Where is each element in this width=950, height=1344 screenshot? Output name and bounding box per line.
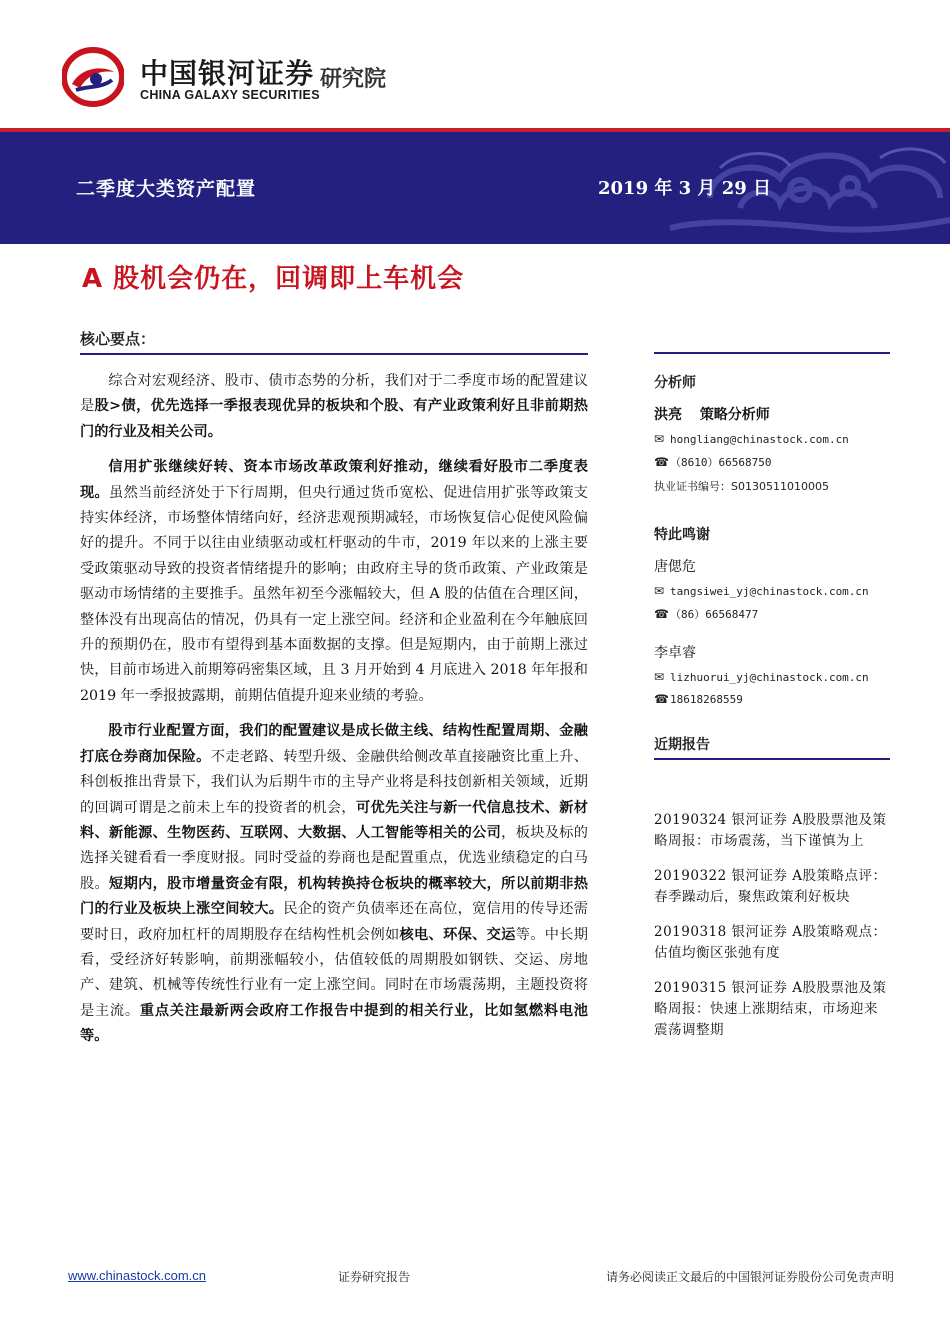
disclaimer-note: 请务必阅读正文最后的中国银河证券股份公司免责声明: [605, 1270, 894, 1284]
thanks-email-line-1: [654, 670, 890, 684]
core-paragraph: [80, 455, 588, 709]
bold-text: 可优先关注与新一代信息技术、新材料、新能源、生物医药、互联网、大数据、人工智能等相关的公司: [80, 799, 588, 841]
thanks-phone-1: 18618268559: [670, 692, 743, 706]
logo-chinese-name: 中国银河证券: [140, 57, 315, 90]
analyst-heading: 分析师: [654, 375, 696, 391]
thanks-heading: 特此鸣谢: [654, 527, 710, 543]
core-points-section: [80, 328, 588, 1060]
bold-text: 核电、环保、交运: [399, 926, 516, 943]
report-item[interactable]: 20190315 银河证券 A股股票池及策略周报：快速上涨期结束，市场迎来震荡调整期: [654, 980, 887, 1038]
thanks-phone-0: （86）66568477: [670, 608, 759, 621]
website-link[interactable]: www.chinastock.com.cn: [68, 1268, 206, 1283]
recent-reports-heading: 近期报告: [654, 734, 890, 760]
thanks-email-1[interactable]: lizhuorui_yj@chinastock.com.cn: [670, 670, 869, 684]
sidebar: [654, 352, 890, 1041]
footer-label: 证券研究报告: [338, 1270, 411, 1284]
thanks-name-0: 唐偲危: [654, 559, 696, 575]
phone-icon: ☎: [654, 692, 669, 706]
body-text: ，板块及标的选择关键看看一季度财报。同时受益的券商也是配置重点，优选业绩稳定的白马股。: [80, 824, 588, 892]
institute-label: 研究院: [320, 67, 387, 92]
thanks-name-1: 李卓睿: [654, 645, 696, 661]
report-item[interactable]: 20190322 银河证券 A股策略点评：春季躁动后，聚焦政策利好板块: [654, 868, 887, 905]
analyst-name-line: [654, 404, 890, 424]
core-paragraphs: [80, 369, 588, 1050]
core-paragraph: [80, 719, 588, 1049]
analyst-role: 策略分析师: [699, 407, 770, 423]
page-footer: [68, 1268, 894, 1288]
core-points-heading: 核心要点：: [80, 328, 588, 355]
sidebar-divider: [654, 352, 890, 354]
analyst-email-line: [654, 432, 890, 446]
bold-text: 股>债，优先选择一季报表现优异的板块和个股、有产业政策利好且非前期热门的行业及相关公司。: [80, 398, 588, 440]
analyst-email[interactable]: hongliang@chinastock.com.cn: [670, 432, 849, 446]
body-text: 不走老路、转型升级、金融供给侧改革直接融资比重上升、科创板推出背景下，我们认为后期牛市的主导产业将是科技创新相关领域，近期的回调可谓是之前未上车的投资者的机会，: [80, 748, 588, 816]
bold-text: 股市行业配置方面，我们的配置建议是成长做主线、结构性配置周期、金融打底仓券商加保险。: [80, 723, 588, 765]
envelope-icon: ✉: [654, 584, 665, 598]
body-text: 民企的资产负债率还在高位，宽信用的传导还需要时日，政府加杠杆的周期股存在结构性机会例如: [80, 901, 588, 943]
thanks-phone-line-1: [654, 692, 890, 706]
report-item[interactable]: 20190324 银河证券 A股股票池及策略周报：市场震荡，当下谨慎为上: [654, 812, 887, 849]
logo-english-name: CHINA GALAXY SECURITIES: [140, 88, 320, 102]
body-text: 虽然当前经济处于下行周期，但央行通过货币宽松、促进信用扩张等政策支持实体经济，市场整体情绪向好，经济悲观预期减轻，市场恢复信心促使风险偏好的提升。不同于以往由业绩驱动或杠杆驱动的牛市，2019 年以来的上涨主要受政策驱动导致的投资者情绪提升的影响；由政府主导的货币政策、产业政策是驱动市场情绪的主要推手。虽然年初至今涨幅较大，但 A 股的估值在合理区间，整体没有出现高估的情况，仍具有一定上涨空间。经济和企业盈利在今年触底回升的预期仍在，股市有望得到基本面数据的支撑。但是短期内，由于前期上涨过快，目前市场进入前期筹码密集区域，且 3 月开始到 4 月底进入 2018 年年报和 2019 年一季报披露期，前期估值提升迎来业绩的考验。: [80, 484, 588, 704]
page-title: A 股机会仍在，回调即上车机会: [82, 264, 465, 294]
bold-text: 短期内，股市增量资金有限，机构转换持仓板块的概率较大，所以前期非热门的行业及板块上涨空间较大。: [80, 875, 588, 918]
envelope-icon: ✉: [654, 432, 665, 446]
report-date: 2019 年 3 月 29 日: [598, 178, 772, 199]
phone-icon: ☎: [654, 607, 669, 621]
envelope-icon: ✉: [654, 670, 665, 684]
thanks-phone-line-0: [654, 606, 890, 622]
analyst-phone: （8610）66568750: [670, 456, 772, 469]
bold-text: 信用扩张继续好转、资本市场改革政策利好推动，继续看好股市二季度表现。: [80, 459, 588, 501]
core-paragraph: [80, 369, 588, 445]
thanks-email-line-0: [654, 584, 890, 598]
body-text: 等。中长期看，受经济好转影响，前期涨幅较小，估值较低的周期股如钢铁、交运、房地产、建筑、机械等传统性行业有一定上涨空间。同时在市场震荡期，主题投资将是主流。: [80, 926, 588, 1019]
header-banner: [0, 128, 950, 244]
body-text: 综合对宏观经济、股市、债市态势的分析，我们对于二季度市场的配置建议是: [80, 373, 588, 415]
phone-icon: ☎: [654, 455, 669, 469]
report-category: 二季度大类资产配置: [76, 178, 257, 200]
analyst-cert: 执业证书编号：S0130511010005: [654, 480, 829, 493]
analyst-name: 洪亮: [654, 407, 682, 423]
company-logo: [62, 40, 422, 110]
report-item[interactable]: 20190318 银河证券 A股策略观点：估值均衡区张弛有度: [654, 924, 887, 961]
thanks-email-0[interactable]: tangsiwei_yj@chinastock.com.cn: [670, 584, 869, 598]
bold-text: 重点关注最新两会政府工作报告中提到的相关行业，比如氢燃料电池等。: [80, 1002, 588, 1045]
galaxy-logo-icon: [62, 46, 124, 108]
analyst-phone-line: [654, 454, 890, 470]
